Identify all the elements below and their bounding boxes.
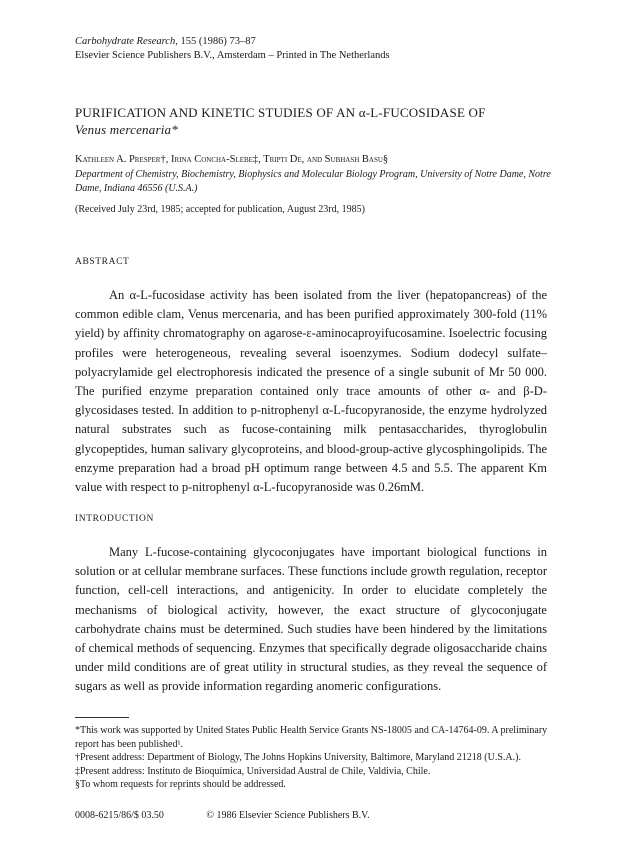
title-species: Venus mercenaria*	[75, 122, 178, 137]
author-list: Kathleen A. Presper†, Irina Concha-Slebe‡, Tripti De, and Subhash Basu§	[75, 154, 389, 165]
received-dates: (Received July 23rd, 1985; accepted for publication, August 23rd, 1985)	[75, 204, 365, 215]
journal-name: Carbohydrate Research,	[75, 36, 178, 47]
title-main: PURIFICATION AND KINETIC STUDIES OF AN α-L-FUCOSIDASE OF	[75, 105, 486, 120]
abstract-text: An α-L-fucosidase activity has been isolated from the liver (hepatopancreas) of the common edible clam, Venus mercenaria, and has been purified approximately 300-fold (11% yield) by affinity chromatography on agarose-ε-aminocaproyifucosamine. Isoelectric focusing profiles were heterogeneous, revealing several isoenzymes. Sodium dodecyl sulfate–polyacrylamide gel electrophoresis indicated the presence of a single subunit of Mr 50 000. The purified enzyme preparation contained only trace amounts of other α- and β-D-glycosidases tested. In addition to p-nitrophenyl α-L-fucopyranoside, the enzyme hydrolyzed natural substrates such as fucose-containing milk pentasaccharides, thyroglobulin glycopeptides, human salivary glycoproteins, and blood-group-active glycosphingolipids. The enzyme preparation had a broad pH optimum range between 4.5 and 5.5. The apparent Km value with respect to p-nitrophenyl α-L-fucopyranoside was 0.26mM.	[75, 288, 547, 495]
article-code: 0008-6215/86/$ 03.50	[75, 810, 164, 821]
footnote-address-presper: †Present address: Department of Biology, The Johns Hopkins University, Baltimore, Maryland 21218 (U.S.A.).	[75, 752, 521, 763]
article-title	[75, 104, 565, 138]
footnote-address-concha: ‡Present address: Instituto de Bioquímica, Universidad Austral de Chile, Valdivia, Chile.	[75, 765, 431, 777]
abstract-heading: ABSTRACT	[75, 257, 130, 267]
copyright-notice: © 1986 Elsevier Science Publishers B.V.	[206, 810, 370, 821]
journal-header	[75, 35, 390, 63]
page-footer	[75, 809, 565, 823]
journal-reference: 155 (1986) 73–87	[180, 36, 256, 47]
footnote-funding: *This work was supported by United States Public Health Service Grants NS-18005 and CA-14764-09. A preliminary report has been published¹.	[75, 725, 548, 750]
publisher-line: Elsevier Science Publishers B.V., Amsterdam – Printed in The Netherlands	[75, 50, 390, 61]
footnote-divider	[75, 717, 129, 718]
introduction-text: Many L-fucose-containing glycoconjugates have important biological functions in solution or at cellular membrane surfaces. These functions include growth regulation, receptor function, cell-cell interactions, and antigenicity. In order to elucidate completely the mechanisms of biological activity, however, the exact structure of glycoconjugate carbohydrate chains must be determined. Such studies have been hindered by the limitations of chemical methods of sequencing. Enzymes that specifically degrade oligosaccharide chains under mild conditions are of great utility in structural studies, as they reveal the sequence of sugars as well as provide information regarding anomeric configurations.	[75, 545, 547, 694]
author-affiliation: Department of Chemistry, Biochemistry, Biophysics and Molecular Biology Program, University of Notre Dame, Notre Dame, Indiana 46556 (U.S.A.)	[75, 169, 551, 194]
footnote-reprints: §To whom requests for reprints should be addressed.	[75, 779, 286, 790]
introduction-heading: INTRODUCTION	[75, 514, 154, 524]
footnotes	[75, 724, 565, 792]
